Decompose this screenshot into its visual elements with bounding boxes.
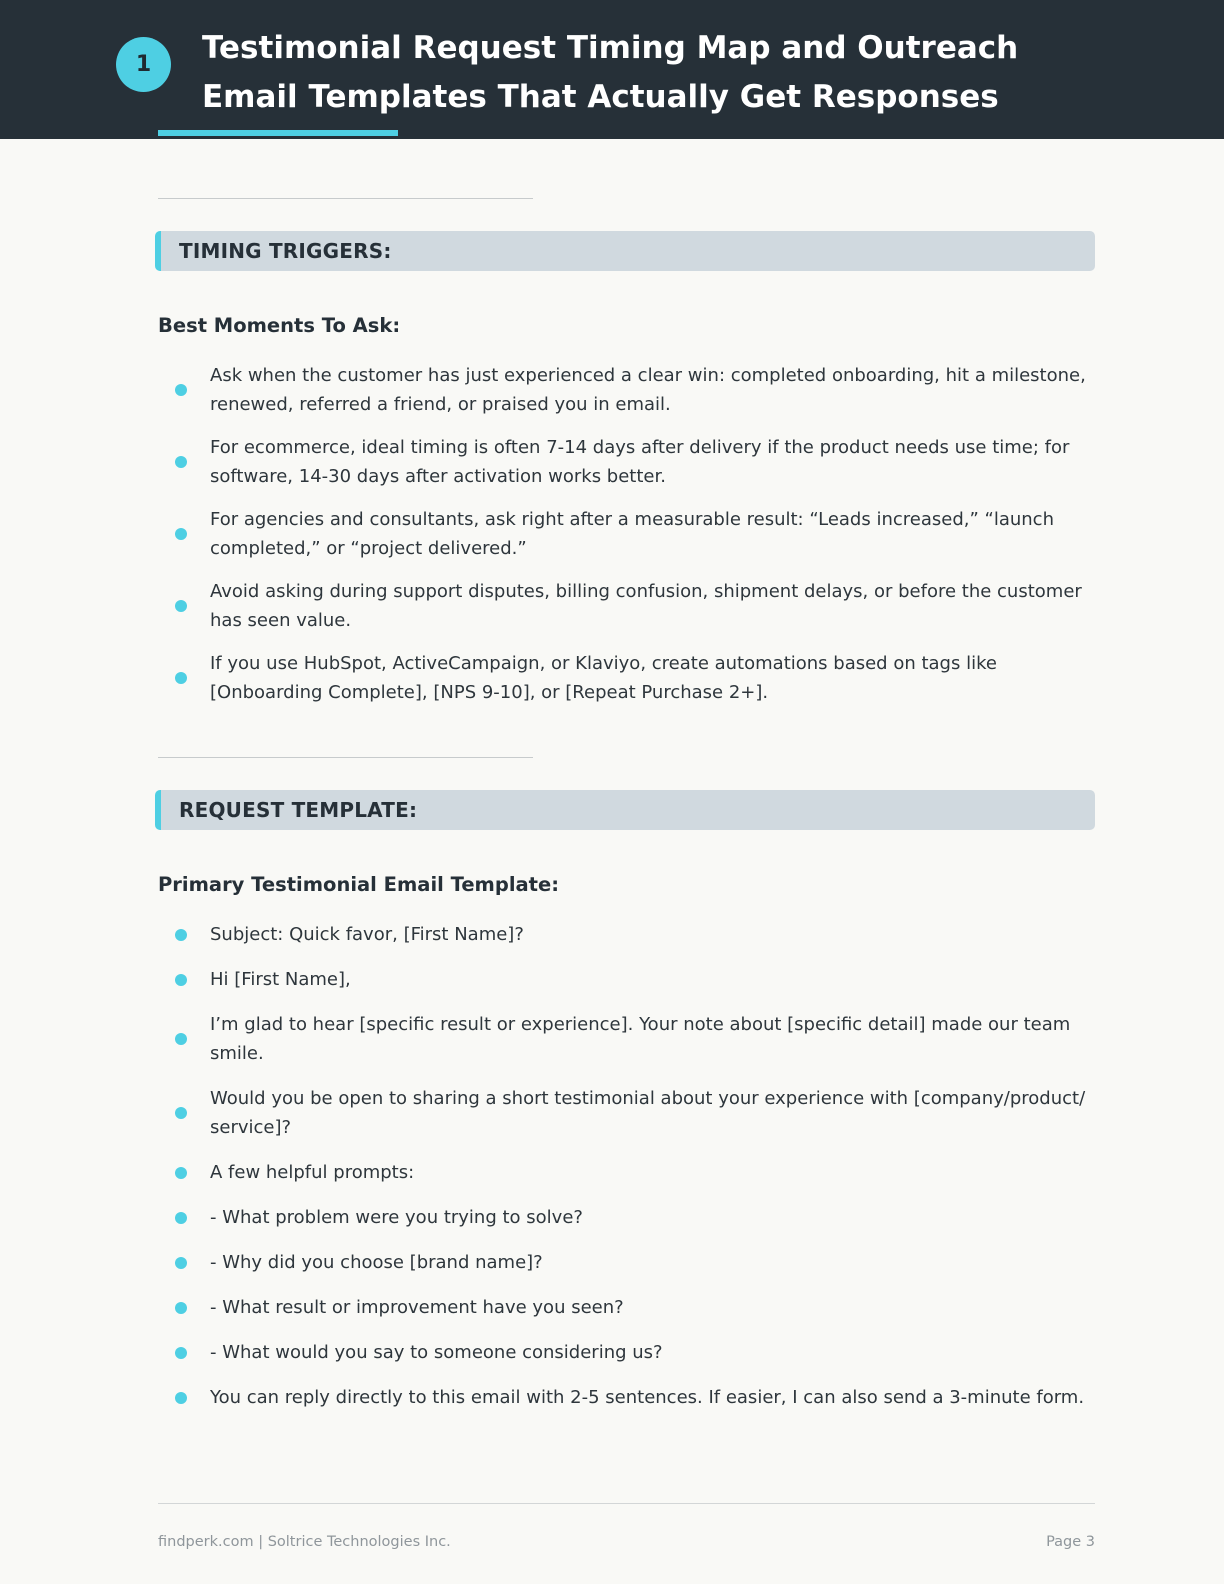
bullet-dot-icon [175, 1302, 187, 1314]
bullet-dot-icon [175, 1257, 187, 1269]
list-item: For ecommerce, ideal timing is often 7-14 days after delivery if the product needs use time; for software, 14-30 days after activation works better. [158, 433, 1098, 491]
timing-triggers-list [158, 361, 1098, 721]
title-accent-underline [158, 130, 398, 136]
section-heading-text: TIMING TRIGGERS: [179, 239, 392, 263]
section-heading-request-template [155, 790, 1095, 830]
section-divider [158, 198, 533, 199]
bullet-dot-icon [175, 1033, 187, 1045]
list-item: I’m glad to hear [specific result or experience]. Your note about [specific detail] made our team smile. [158, 1010, 1098, 1068]
bullet-dot-icon [175, 456, 187, 468]
footer-divider [158, 1503, 1095, 1504]
section-heading-timing-triggers [155, 231, 1095, 271]
bullet-dot-icon [175, 1347, 187, 1359]
page-header [0, 0, 1224, 139]
subheading-best-moments: Best Moments To Ask: [158, 314, 401, 337]
bullet-dot-icon [175, 672, 187, 684]
bullet-dot-icon [175, 528, 187, 540]
list-item: If you use HubSpot, ActiveCampaign, or Klaviyo, create automations based on tags like [Onboarding Complete], [NPS 9-10], or [Repeat Purchase 2+]. [158, 649, 1098, 707]
list-item: Avoid asking during support disputes, billing confusion, shipment delays, or before the customer has seen value. [158, 577, 1098, 635]
list-item: - What would you say to someone considering us? [158, 1338, 1098, 1367]
bullet-dot-icon [175, 600, 187, 612]
list-item: For agencies and consultants, ask right after a measurable result: “Leads increased,” “launch completed,” or “project delivered.” [158, 505, 1098, 563]
subheading-primary-template: Primary Testimonial Email Template: [158, 873, 560, 896]
list-item: You can reply directly to this email with 2-5 sentences. If easier, I can also send a 3-minute form. [158, 1383, 1098, 1412]
section-heading-text: REQUEST TEMPLATE: [179, 798, 418, 822]
bullet-dot-icon [175, 1212, 187, 1224]
section-divider [158, 757, 533, 758]
footer-page-number: Page 3 [1046, 1534, 1095, 1550]
request-template-list [158, 920, 1098, 1428]
bullet-dot-icon [175, 1167, 187, 1179]
list-item: - What problem were you trying to solve? [158, 1203, 1098, 1232]
step-number-badge: 1 [116, 37, 171, 92]
list-item: Ask when the customer has just experienced a clear win: completed onboarding, hit a milestone, renewed, referred a friend, or praised you in email. [158, 361, 1098, 419]
bullet-dot-icon [175, 1107, 187, 1119]
bullet-dot-icon [175, 929, 187, 941]
list-item: Would you be open to sharing a short testimonial about your experience with [company/product/ service]? [158, 1084, 1098, 1142]
page-title: Testimonial Request Timing Map and Outreach Email Templates That Actually Get Responses [202, 30, 1019, 115]
bullet-dot-icon [175, 974, 187, 986]
bullet-dot-icon [175, 1392, 187, 1404]
list-item: - What result or improvement have you seen? [158, 1293, 1098, 1322]
footer-company: findperk.com | Soltrice Technologies Inc. [158, 1534, 451, 1550]
list-item: - Why did you choose [brand name]? [158, 1248, 1098, 1277]
list-item: A few helpful prompts: [158, 1158, 1098, 1187]
list-item: Hi [First Name], [158, 965, 1098, 994]
bullet-dot-icon [175, 384, 187, 396]
list-item: Subject: Quick favor, [First Name]? [158, 920, 1098, 949]
